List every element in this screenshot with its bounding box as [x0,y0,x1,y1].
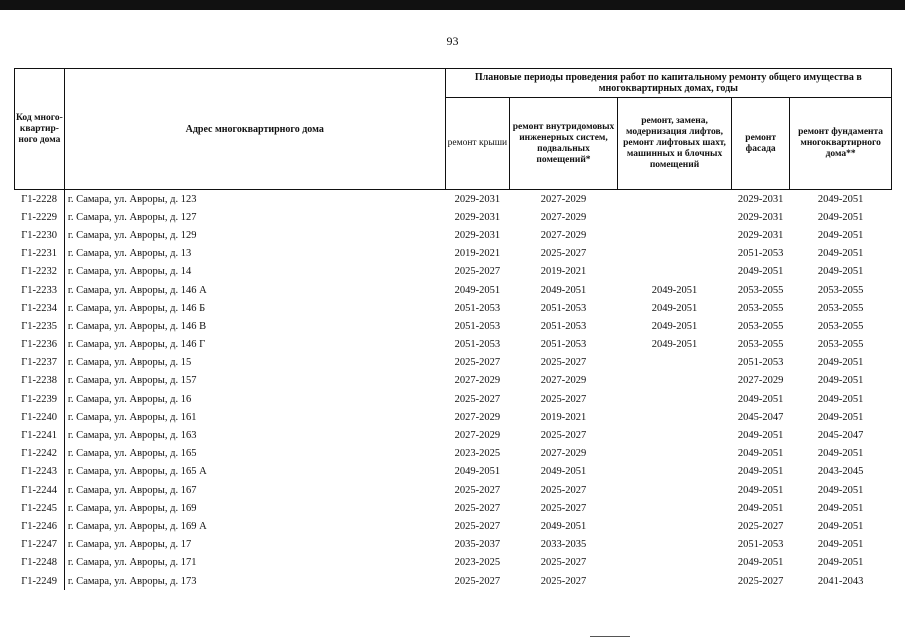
cell-code: Г1-2231 [15,245,65,263]
cell-roof: 2023-2025 [454,557,501,569]
cell-lift [617,426,731,444]
cell-internal: 2051-2053 [540,339,587,351]
cell-foundation: 2053-2055 [817,302,864,314]
cell-internal: 2025-2027 [540,430,587,442]
cell-foundation: 2045-2047 [817,430,864,442]
cell-facade: 2049-2051 [737,393,784,405]
cell-facade: 2051-2053 [737,248,784,260]
cell-foundation: 2049-2051 [817,539,864,551]
cell-foundation: 2053-2055 [817,320,864,332]
cell-roof: 2029-2031 [454,211,501,223]
cell-foundation: 2043-2045 [817,466,864,478]
cell-lift [617,226,731,244]
table-row [15,536,892,554]
cell-code: Г1-2238 [15,372,65,390]
cell-lift [617,499,731,517]
cell-code: Г1-2245 [15,499,65,517]
cell-roof: 2025-2027 [454,484,501,496]
cell-facade: 2049-2051 [737,466,784,478]
cell-code: Г1-2240 [15,408,65,426]
cell-internal: 2019-2021 [540,411,587,423]
cell-foundation: 2049-2051 [817,375,864,387]
cell-code: Г1-2249 [15,572,65,590]
table-row [15,390,892,408]
cell-facade: 2025-2027 [737,520,784,532]
cell-code: Г1-2236 [15,336,65,354]
cell-lift: 2049-2051 [651,339,698,351]
cell-roof: 2049-2051 [454,466,501,478]
table-row [15,517,892,535]
cell-code: Г1-2241 [15,426,65,444]
cell-roof: 2027-2029 [454,375,501,387]
table-row [15,245,892,263]
bottom-scan-mark [590,636,630,637]
cell-internal: 2025-2027 [540,357,587,369]
table-row [15,354,892,372]
cell-foundation: 2049-2051 [817,448,864,460]
cell-foundation: 2049-2051 [817,557,864,569]
header-work-periods: Плановые периоды проведения работ по капитальному ремонту общего имущества в многоквартирных домах, годы [445,69,891,98]
cell-roof: 2051-2053 [454,302,501,314]
cell-internal: 2049-2051 [540,520,587,532]
cell-code: Г1-2244 [15,481,65,499]
cell-roof: 2035-2037 [454,539,501,551]
cell-address: г. Самара, ул. Авроры, д. 146 А [67,284,207,296]
cell-address: г. Самара, ул. Авроры, д. 157 [67,375,197,387]
cell-address: г. Самара, ул. Авроры, д. 146 Г [67,339,206,351]
table-row [15,572,892,590]
cell-internal: 2027-2029 [540,229,587,241]
cell-foundation: 2049-2051 [817,211,864,223]
cell-address: г. Самара, ул. Авроры, д. 161 [67,411,197,423]
cell-roof: 2051-2053 [454,320,501,332]
header-code: Код много-квартир-ного дома [15,69,65,190]
cell-lift [617,517,731,535]
cell-code: Г1-2239 [15,390,65,408]
cell-roof: 2023-2025 [454,448,501,460]
cell-address: г. Самара, ул. Авроры, д. 16 [67,393,192,405]
cell-code: Г1-2232 [15,263,65,281]
cell-lift [617,190,731,209]
table-row [15,481,892,499]
table-row [15,299,892,317]
cell-address: г. Самара, ул. Авроры, д. 163 [67,430,197,442]
cell-lift: 2049-2051 [651,320,698,332]
cell-facade: 2025-2027 [737,575,784,587]
cell-facade: 2029-2031 [737,193,784,205]
cell-roof: 2029-2031 [454,229,501,241]
cell-code: Г1-2233 [15,281,65,299]
cell-roof: 2027-2029 [454,411,501,423]
top-border-bar [0,0,905,10]
cell-foundation: 2049-2051 [817,357,864,369]
cell-foundation: 2049-2051 [817,411,864,423]
cell-foundation: 2049-2051 [817,520,864,532]
cell-lift [617,445,731,463]
cell-internal: 2025-2027 [540,248,587,260]
cell-roof: 2025-2027 [454,520,501,532]
cell-roof: 2029-2031 [454,193,501,205]
cell-roof: 2051-2053 [454,339,501,351]
cell-foundation: 2049-2051 [817,248,864,260]
cell-internal: 2033-2035 [540,539,587,551]
header-address: Адрес многоквартирного дома [64,69,445,190]
cell-lift [617,372,731,390]
cell-facade: 2027-2029 [737,375,784,387]
cell-foundation: 2053-2055 [817,284,864,296]
cell-roof: 2049-2051 [454,284,501,296]
cell-code: Г1-2246 [15,517,65,535]
cell-code: Г1-2243 [15,463,65,481]
cell-foundation: 2049-2051 [817,393,864,405]
cell-internal: 2027-2029 [540,193,587,205]
cell-internal: 2025-2027 [540,484,587,496]
cell-facade: 2049-2051 [737,502,784,514]
cell-code: Г1-2248 [15,554,65,572]
cell-code: Г1-2235 [15,317,65,335]
cell-internal: 2027-2029 [540,375,587,387]
cell-address: г. Самара, ул. Авроры, д. 17 [67,539,192,551]
cell-address: г. Самара, ул. Авроры, д. 13 [67,248,192,260]
cell-address: г. Самара, ул. Авроры, д. 169 [67,502,197,514]
cell-facade: 2049-2051 [737,430,784,442]
cell-address: г. Самара, ул. Авроры, д. 129 [67,229,197,241]
cell-facade: 2029-2031 [737,229,784,241]
table-row [15,281,892,299]
cell-lift [617,263,731,281]
header-facade: ремонт фасада [732,98,790,190]
table-row [15,426,892,444]
cell-internal: 2019-2021 [540,266,587,278]
cell-internal: 2025-2027 [540,575,587,587]
cell-address: г. Самара, ул. Авроры, д. 169 А [67,520,207,532]
cell-lift [617,554,731,572]
cell-facade: 2051-2053 [737,539,784,551]
header-lift: ремонт, замена, модернизация лифтов, ремонт лифтовых шахт, машинных и блочных помещений [617,98,731,190]
cell-address: г. Самара, ул. Авроры, д. 171 [67,557,197,569]
cell-address: г. Самара, ул. Авроры, д. 173 [67,575,197,587]
cell-address: г. Самара, ул. Авроры, д. 165 А [67,466,207,478]
cell-facade: 2045-2047 [737,411,784,423]
table-row [15,499,892,517]
cell-lift [617,572,731,590]
cell-lift [617,390,731,408]
table-row [15,226,892,244]
cell-address: г. Самара, ул. Авроры, д. 165 [67,448,197,460]
cell-facade: 2049-2051 [737,266,784,278]
cell-facade: 2049-2051 [737,484,784,496]
cell-address: г. Самара, ул. Авроры, д. 127 [67,211,197,223]
cell-internal: 2049-2051 [540,284,587,296]
cell-internal: 2051-2053 [540,320,587,332]
table-row [15,317,892,335]
cell-foundation: 2049-2051 [817,229,864,241]
cell-code: Г1-2230 [15,226,65,244]
cell-lift [617,481,731,499]
cell-code: Г1-2228 [15,190,65,209]
cell-roof: 2025-2027 [454,575,501,587]
capital-repair-table [14,68,892,590]
cell-address: г. Самара, ул. Авроры, д. 167 [67,484,197,496]
cell-code: Г1-2247 [15,536,65,554]
cell-foundation: 2053-2055 [817,339,864,351]
cell-roof: 2025-2027 [454,266,501,278]
cell-roof: 2025-2027 [454,393,501,405]
cell-internal: 2027-2029 [540,211,587,223]
cell-lift [617,408,731,426]
cell-foundation: 2049-2051 [817,484,864,496]
cell-roof: 2025-2027 [454,357,501,369]
cell-foundation: 2049-2051 [817,502,864,514]
table-row [15,263,892,281]
cell-facade: 2051-2053 [737,357,784,369]
cell-lift [617,354,731,372]
cell-internal: 2049-2051 [540,466,587,478]
table-row [15,463,892,481]
table-row [15,372,892,390]
cell-address: г. Самара, ул. Авроры, д. 146 Б [67,302,206,314]
cell-foundation: 2041-2043 [817,575,864,587]
cell-internal: 2025-2027 [540,557,587,569]
table-row [15,336,892,354]
cell-roof: 2019-2021 [454,248,501,260]
cell-internal: 2027-2029 [540,448,587,460]
cell-facade: 2053-2055 [737,339,784,351]
cell-internal: 2025-2027 [540,393,587,405]
table-body [15,190,892,591]
cell-code: Г1-2229 [15,208,65,226]
cell-roof: 2027-2029 [454,430,501,442]
cell-lift [617,536,731,554]
cell-facade: 2049-2051 [737,448,784,460]
table-row [15,208,892,226]
cell-address: г. Самара, ул. Авроры, д. 14 [67,266,192,278]
cell-code: Г1-2237 [15,354,65,372]
table-row [15,445,892,463]
cell-lift: 2049-2051 [651,302,698,314]
cell-address: г. Самара, ул. Авроры, д. 15 [67,357,192,369]
cell-facade: 2053-2055 [737,302,784,314]
cell-lift [617,245,731,263]
cell-foundation: 2049-2051 [817,193,864,205]
cell-foundation: 2049-2051 [817,266,864,278]
table-row [15,190,892,209]
table-row [15,554,892,572]
cell-facade: 2053-2055 [737,320,784,332]
cell-code: Г1-2242 [15,445,65,463]
header-roof: ремонт крыши [445,98,509,190]
header-internal-systems: ремонт внутридомовых инженерных систем, подвальных помещений* [510,98,618,190]
cell-lift [617,208,731,226]
cell-internal: 2051-2053 [540,302,587,314]
cell-code: Г1-2234 [15,299,65,317]
cell-facade: 2049-2051 [737,557,784,569]
cell-internal: 2025-2027 [540,502,587,514]
cell-facade: 2053-2055 [737,284,784,296]
page-number: 93 [446,34,459,48]
cell-address: г. Самара, ул. Авроры, д. 123 [67,193,197,205]
header-foundation: ремонт фундамента многоквартирного дома** [790,98,892,190]
cell-lift [617,463,731,481]
cell-lift: 2049-2051 [651,284,698,296]
table-row [15,408,892,426]
cell-roof: 2025-2027 [454,502,501,514]
cell-address: г. Самара, ул. Авроры, д. 146 В [67,320,207,332]
cell-facade: 2029-2031 [737,211,784,223]
